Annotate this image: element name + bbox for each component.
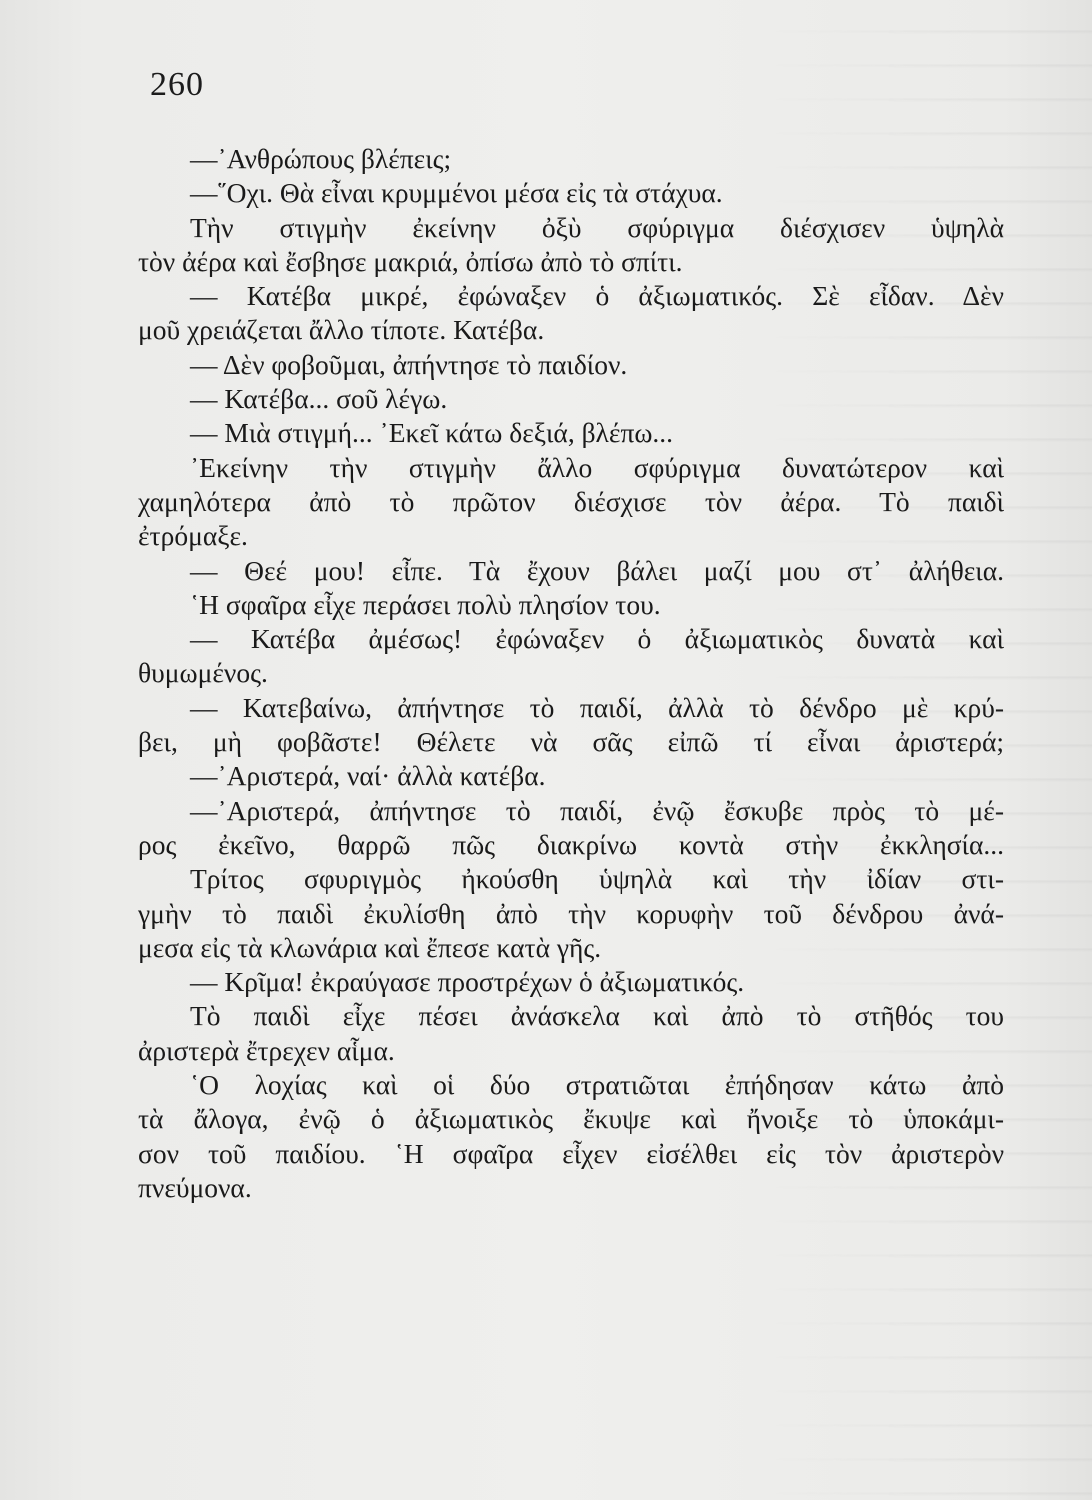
text-line: — Θεέ μου! εἶπε. Τὰ ἔχουν βάλει μαζί μου στ᾽ ἀλήθεια. [190,554,1004,586]
text-line: θυμωμένος. [138,657,268,689]
text-line: βει, μὴ φοβᾶστε! Θέλετε νὰ σᾶς εἰπῶ τί εἶναι ἀριστερά; [138,726,1004,758]
text-line: πνεύμονα. [138,1171,252,1203]
text-line: — Κρῖμα! ἐκραύγασε προστρέχων ὁ ἀξιωματικός. [190,966,745,998]
text-line: —᾽Ανθρώπους βλέπεις; [190,143,452,174]
text-line: ῾Η σφαῖρα εἶχε περάσει πολὺ πλησίον του. [190,588,661,620]
text-line: — Μιὰ στιγμή... ᾽Εκεῖ κάτω δεξιά, βλέπω... [190,417,674,449]
text-line: χαμηλότερα ἀπὸ τὸ πρῶτον διέσχισε τὸν ἀέρα. Τὸ παιδὶ [138,485,1004,517]
text-line: ᾽Εκείνην τὴν στιγμὴν ἄλλο σφύριγμα δυνατώτερον καὶ [190,451,1004,483]
text-line: ἐτρόμαξε. [138,520,248,552]
text-line: μοῦ χρειάζεται ἄλλο τίποτε. Κατέβα. [138,314,545,346]
text-line: —῞Οχι. Θὰ εἶναι κρυμμένοι μέσα εἰς τὰ στάχυα. [190,177,723,209]
page-text-body [138,142,1004,1205]
text-line: ρος ἐκεῖνο, θαρρῶ πῶς διακρίνω κοντὰ στὴν ἐκκλησία... [138,828,1004,860]
text-line: — Κατέβα ἀμέσως! ἐφώναξεν ὁ ἀξιωματικὸς δυνατὰ καὶ [190,623,1004,655]
text-line: Τὸ παιδὶ εἶχε πέσει ἀνάσκελα καὶ ἀπὸ τὸ στῆθός του [190,1000,1004,1032]
text-line: —᾽Αριστερά, ναί· ἀλλὰ κατέβα. [190,760,546,792]
text-line: — Κατέβα μικρέ, ἐφώναξεν ὁ ἀξιωματικός. Σὲ εἶδαν. Δὲν [190,280,1004,312]
text-line: γμὴν τὸ παιδὶ ἐκυλίσθη ἀπὸ τὴν κορυφὴν τοῦ δένδρου ἀνά- [138,897,1004,929]
text-line: —᾽Αριστερά, ἀπήντησε τὸ παιδί, ἐνῷ ἔσκυβε πρὸς τὸ μέ- [190,794,1004,826]
text-line: μεσα εἰς τὰ κλωνάρια καὶ ἔπεσε κατὰ γῆς. [138,931,602,963]
text-line: ἀριστερὰ ἔτρεχεν αἷμα. [138,1034,395,1066]
text-line: Τὴν στιγμὴν ἐκείνην ὀξὺ σφύριγμα διέσχισεν ὑψηλὰ [190,211,1004,243]
text-line: — Δὲν φοβοῦμαι, ἀπήντησε τὸ παιδίον. [190,348,628,380]
text-line: — Κατέβα... σοῦ λέγω. [190,383,448,415]
text-line: τὸν ἀέρα καὶ ἔσβησε μακριά, ὀπίσω ἀπὸ τὸ σπίτι. [138,245,683,277]
text-line: ῾Ο λοχίας καὶ οἱ δύο στρατιῶται ἐπήδησαν κάτω ἀπὸ [190,1069,1004,1101]
text-line: — Κατεβαίνω, ἀπήντησε τὸ παιδί, ἀλλὰ τὸ δένδρο μὲ κρύ- [190,691,1004,723]
text-line: Τρίτος σφυριγμὸς ἠκούσθη ὑψηλὰ καὶ τὴν ἰδίαν στι- [190,863,1004,895]
text-line: τὰ ἄλογα, ἐνῷ ὁ ἀξιωματικὸς ἔκυψε καὶ ἤνοιξε τὸ ὑποκάμι- [138,1103,1004,1135]
text-line: σον τοῦ παιδίου. ῾Η σφαῖρα εἶχεν εἰσέλθει εἰς τὸν ἀριστερὸν [138,1137,1004,1169]
page-number: 260 [150,66,204,103]
